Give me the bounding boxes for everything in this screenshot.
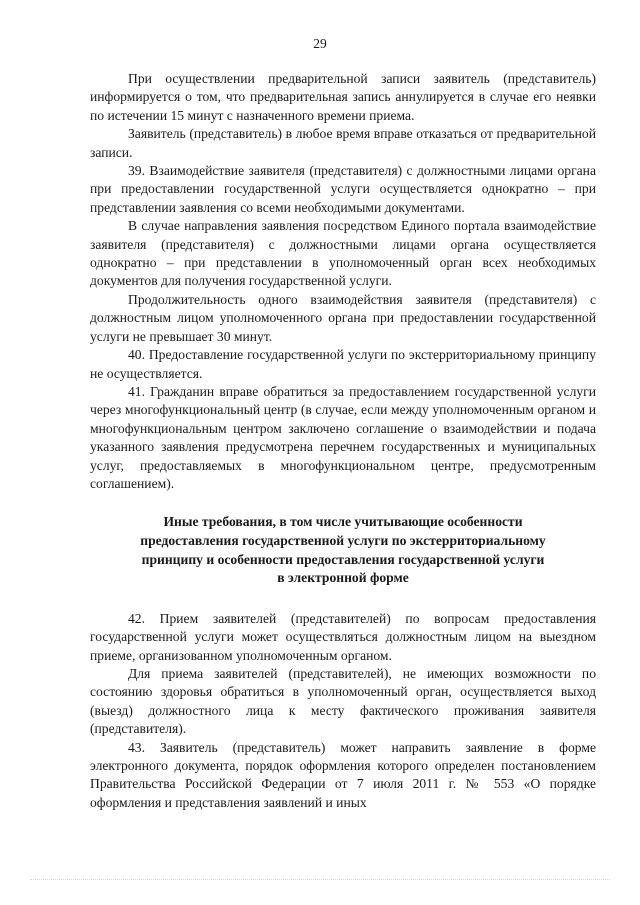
- page-number: 29: [313, 36, 327, 51]
- paragraph-41: 41. Гражданин вправе обратиться за предоставлением государственной услуги через многофункциональный центр (в случае, если между уполномоченным органом и многофункциональным центром заключено соглашение о взаимодействии и подача указанного заявления предусмотрена перечнем государственных и муниципальных услуг, предоставляемых в многофункциональном центре, предусмотренным соглашением).: [90, 383, 596, 491]
- paragraph-preliminary-record-refuse: Заявитель (представитель) в любое время вправе отказаться от предварительной записи.: [90, 126, 596, 160]
- paragraph-43: 43. Заявитель (представитель) может направить заявление в форме электронного документа, порядок оформления которого определен постановлением Правительства Российской Федерации от 7 июля 2011 г. № 553 «О порядке оформления и представления заявлений и иных: [90, 739, 596, 810]
- paragraph-42: 42. Прием заявителей (представителей) по вопросам предоставления государственной услуги может осуществляться должностным лицом на выездном приеме, организованном уполномоченным органом.: [90, 610, 596, 663]
- section-heading-line: в электронной форме: [277, 570, 409, 586]
- scan-artifact-line: [30, 879, 610, 883]
- section-heading-line: предоставления государственной услуги по экстерриториальному: [140, 532, 546, 548]
- paragraph-39: 39. Взаимодействие заявителя (представителя) с должностными лицами органа при предоставлении государственной услуги осуществляется однократно – при представлении заявления со всеми необходимыми документами.: [90, 163, 596, 215]
- paragraph-preliminary-record-cancel: При осуществлении предварительной записи заявитель (представитель) информируется о том, что предварительная запись аннулируется в случае его неявки по истечении 15 минут с назначенного времени приема.: [90, 71, 596, 123]
- paragraph-home-visit: Для приема заявителей (представителей), не имеющих возможности по состоянию здоровья обратиться в уполномоченный орган, осуществляется выход (выезд) должностного лица к месту фактического проживания заявителя (представителя).: [90, 665, 596, 737]
- paragraph-interaction-duration: Продолжительность одного взаимодействия заявителя (представителя) с должностным лицом уполномоченного органа при предоставлении государственной услуги не превышает 30 минут.: [90, 291, 596, 344]
- section-heading: [90, 513, 596, 587]
- paragraph-single-portal: В случае направления заявления посредством Единого портала взаимодействие заявителя (представителя) с должностными лицами органа осуществляется однократно – при представлении в уполномоченный орган всех необходимых документов для получения государственной услуги.: [90, 218, 596, 289]
- section-heading-line: Иные требования, в том числе учитывающие особенности: [163, 514, 523, 530]
- section-heading-line: принципу и особенности предоставления государственной услуги: [141, 551, 545, 567]
- paragraph-40: 40. Предоставление государственной услуги по экстерриториальному принципу не осуществляется.: [90, 347, 596, 381]
- document-body: [90, 70, 596, 812]
